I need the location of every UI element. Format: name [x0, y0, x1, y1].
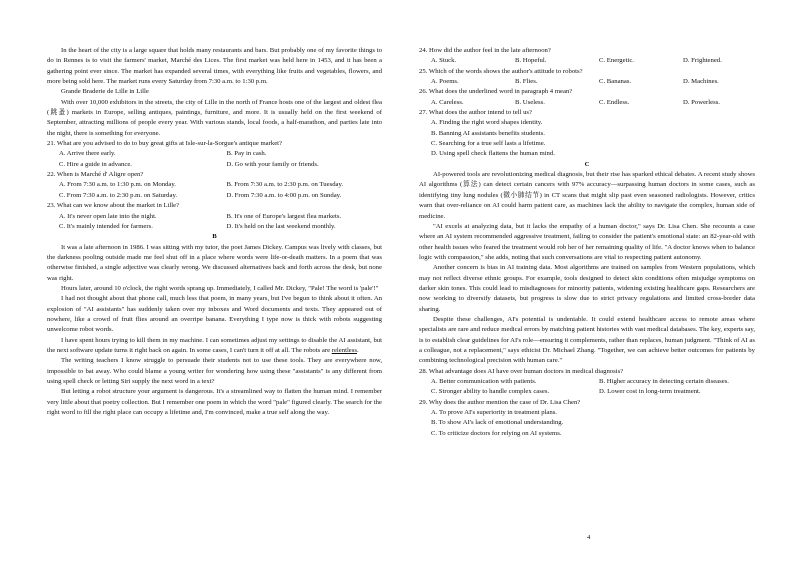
paragraph-c2: "AI excels at analyzing data, but it lacks the empathy of a human doctor," says Dr. Lisa Chen. She recounts a case where an AI system recommended aggressive treatment, failing to consider the patient's emotional state: an 82-year-old with other health issues who feared the treatment would rob her of her remaining quality of life. "A doctor knows when to balance logic with compassion," she adds, noting that such conversations are vital to respecting patient autonomy. — [419, 222, 755, 261]
heading-lille: Grande Braderie de Lille in Lille — [61, 88, 149, 96]
question-23: 23. What can we know about the market in Lille? — [47, 202, 180, 210]
question-27-options — [419, 118, 755, 159]
paragraph-c1: AI-powered tools are revolutionizing medical diagnosis, but their rise has sparked ethical debates. A recent study shows AI algorithms (算法) can detect certain cancers with 97% accuracy—surpassing human doctors in some cases, such as identifying tiny lung nodules (微小肺结节) in CT scans that might slip past even seasoned radiologists. However, critics warn that over-reliance on AI could harm patient care, as machines lack the ability to navigate the complex, human side of medicine. — [419, 171, 755, 220]
option-22-b[interactable]: B. From 7:30 a.m. to 2:30 p.m. on Tuesday. — [226, 181, 344, 189]
section-c-heading: C — [584, 160, 590, 168]
question-26: 26. What does the underlined word in paragraph 4 mean? — [419, 88, 573, 96]
option-28-c[interactable]: C. Stronger ability to handle complex cases. — [431, 388, 550, 396]
question-25: 25. Which of the words shows the author's attitude to robots? — [419, 67, 583, 75]
option-23-a[interactable]: A. It's never open late into the night. — [59, 212, 157, 220]
paragraph-b4-text: I have spent hours trying to kill them in my machine. I can sometimes adjust my settings to disable the AI assistant, but the next software update turns it right back on again. In some cases, I can't turn it off at all. The robots are — [47, 336, 382, 354]
option-29-a[interactable]: A. To prove AI's superiority in treatment plans. — [431, 409, 557, 417]
option-27-d[interactable]: D. Using spell check flattens the human mind. — [431, 150, 555, 158]
question-26-options — [419, 98, 755, 108]
option-26-c[interactable]: C. Endless. — [599, 98, 630, 106]
question-29: 29. Why does the author mention the case of Dr. Lisa Chen? — [419, 398, 581, 406]
option-24-b[interactable]: B. Hopeful. — [515, 57, 547, 65]
option-22-c[interactable]: C. From 7:30 a.m. to 2:30 p.m. on Saturday. — [59, 191, 178, 199]
option-25-b[interactable]: B. Flies. — [515, 78, 538, 86]
question-28: 28. What advantage does AI have over human doctors in medical diagnosis? — [419, 367, 624, 375]
paragraph-c4: Despite these challenges, AI's potential is undeniable. It could extend healthcare access to remote areas where specialists are rare and reduce medical errors by matching patient histories with vast medical databases. The key, experts say, is to establish clear guidelines for AI's role—ensuring it complements, rather than replaces, human judgment. "Think of AI as a colleague, not a replacement," says ethicist Dr. Michael Zhang. "Together, we can achieve better outcomes for patients by combining technological precision with human care." — [419, 315, 755, 365]
paragraph-rennes-market: In the heart of the city is a large square that holds many restaurants and bars. But probably one of my favorite things to do in Rennes is to visit the farmers' market, Marché des Lices. The first market was held here in 1453, and it has been a gathering point ever since. The market has expanded several times, with everything like fruits and vegetables, flowers, and more being sold here. The market runs every Saturday from 7:30 a.m. to 1:30 p.m. — [47, 47, 382, 86]
paragraph-b3: I had not thought about that phone call, much less that poem, in many years, but I've begun to think about it often. An explosion of "AI assistants" has suddenly taken over my inboxes and Word documents and texts. They appeared out of nowhere, like a crowd of fruit flies around an overripe banana. Everything I type now is thick with robots suggesting unwelcome robot words. — [47, 295, 382, 334]
option-25-d[interactable]: D. Machines. — [683, 78, 719, 86]
paragraph-b4 — [47, 336, 382, 357]
question-21-options — [47, 149, 382, 170]
question-23-options — [47, 212, 382, 233]
question-28-options — [419, 377, 755, 398]
right-column — [419, 46, 755, 439]
option-28-d[interactable]: D. Lower cost in long-term treatment. — [599, 388, 701, 396]
paragraph-lille: With over 10,000 exhibitors in the streets, the city of Lille in the north of France hosts one of the largest and oldest flea (跳蚤) markets in Europe, selling antiques, paintings, furniture, and more. It is usually held on the first weekend of September, attracting millions of people every year. With various stands, local foods, a half-marathon, and parties late into the night, there is something for everyone. — [47, 98, 382, 137]
option-29-c[interactable]: C. To criticize doctors for relying on AI systems. — [431, 429, 562, 437]
option-27-a[interactable]: A. Finding the right word shapes identity. — [431, 119, 543, 127]
question-21: 21. What are you advised to do to buy great gifts at Isle-sur-la-Sorgue's antique market? — [47, 140, 283, 148]
option-23-d[interactable]: D. It's held on the last weekend monthly. — [226, 222, 336, 230]
option-21-b[interactable]: B. Pay in cash. — [226, 150, 267, 158]
option-24-a[interactable]: A. Stuck. — [431, 57, 457, 65]
section-b-heading: B — [212, 233, 217, 241]
option-29-b[interactable]: B. To show AI's lack of emotional understanding. — [431, 419, 564, 427]
option-23-b[interactable]: B. It's one of Europe's largest flea markets. — [226, 212, 342, 220]
paragraph-c3: Another concern is bias in AI training data. Most algorithms are trained on samples from Western populations, which may not reflect diverse ethnic groups. For example, tools designed to detect skin conditions often misjudge symptoms on darker skin tones. This could lead to misdiagnoses for minority patients, widening existing healthcare gaps. Researchers are now working to diversify datasets, but progress is slow due to strict privacy regulations and limited cross-border data sharing. — [419, 264, 755, 313]
question-24-options — [419, 56, 755, 66]
option-26-a[interactable]: A. Careless. — [431, 98, 464, 106]
option-22-a[interactable]: A. From 7:30 a.m. to 1:30 p.m. on Monday. — [59, 181, 176, 189]
paragraph-b5: The writing teachers I know struggle to persuade their students not to use these tools. They are everywhere now, impossible to bat away. Who could blame a young writer for wondering how using these "assistants" is any different from using spell check or letting Siri supply the next word in a text? — [47, 357, 382, 385]
question-29-options — [419, 408, 755, 439]
option-21-c[interactable]: C. Hire a guide in advance. — [59, 160, 132, 168]
option-28-b[interactable]: B. Higher accuracy in detecting certain diseases. — [599, 378, 729, 385]
option-26-b[interactable]: B. Useless. — [515, 98, 545, 106]
option-21-d[interactable]: D. Go with your family or friends. — [226, 160, 319, 168]
option-21-a[interactable]: A. Arrive there early. — [59, 150, 116, 158]
question-22: 22. When is Marché d' Aligre open? — [47, 171, 144, 179]
question-27: 27. What does the author intend to tell us? — [419, 109, 532, 117]
option-27-c[interactable]: C. Searching for a true self lasts a lifetime. — [431, 140, 546, 148]
paragraph-b1: It was a late afternoon in 1986. I was sitting with my tutor, the poet James Dickey. Campus was lively with classes, but the darkness pooling outside made me feel shut off in a place where words were life-or-death matters. In a poem that was otherwise finished, a single adjective was clearly wrong. We discussed alternatives back and forth across the desk, but none was right. — [47, 243, 382, 282]
question-24: 24. How did the author feel in the late afternoon? — [419, 47, 551, 54]
option-24-c[interactable]: C. Energetic. — [599, 57, 634, 65]
question-25-options — [419, 77, 755, 87]
paragraph-b6: But letting a robot structure your argument is dangerous. It's a streamlined way to flatten the human mind. I remember very little about that poetry collection. But I remember one poem in which the word "pale" figured clearly. The search for the right word to fill the right place can occupy a lifetime and, I'm convinced, make a true self along the way. — [47, 388, 382, 417]
option-22-d[interactable]: D. From 7:30 a.m. to 4:00 p.m. on Sunday. — [226, 191, 342, 199]
left-column — [47, 46, 382, 418]
page-number: 4 — [587, 534, 591, 541]
underlined-word: relentless — [331, 346, 357, 354]
option-25-a[interactable]: A. Poems. — [431, 78, 459, 86]
option-28-a[interactable]: A. Better communication with patients. — [431, 378, 537, 385]
option-27-b[interactable]: B. Banning AI assistants benefits students. — [431, 129, 545, 137]
paragraph-b4-end: . — [356, 346, 359, 354]
option-23-c[interactable]: C. It's mainly intended for farmers. — [59, 222, 153, 230]
option-26-d[interactable]: D. Powerless. — [683, 98, 720, 106]
paragraph-b2: Hours later, around 10 o'clock, the right words sprang up. Immediately, I called Mr. Dickey, "Pale! The word is 'pale'!" — [61, 284, 379, 292]
question-22-options — [47, 180, 382, 201]
option-24-d[interactable]: D. Frightened. — [683, 57, 722, 65]
option-25-c[interactable]: C. Bananas. — [599, 78, 632, 86]
